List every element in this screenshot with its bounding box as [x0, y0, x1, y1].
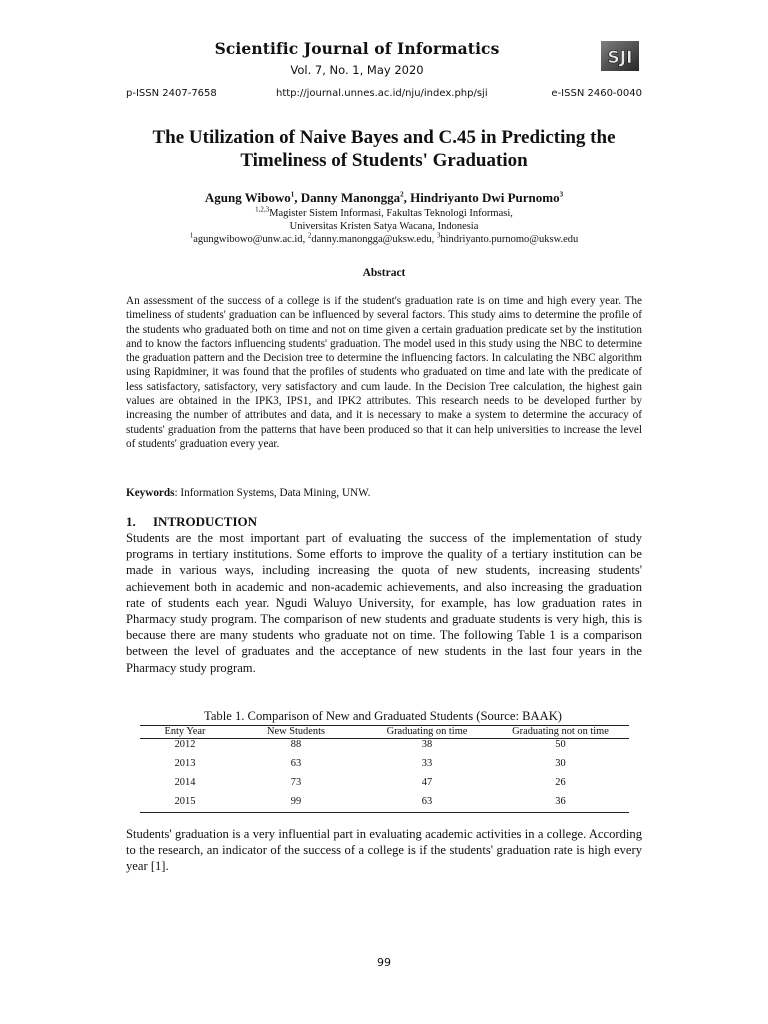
table-row — [140, 796, 629, 813]
email-address[interactable]: danny.manongga@uksw.edu — [311, 234, 432, 245]
table-cell: 2014 — [174, 777, 196, 788]
author-sup: 3 — [559, 190, 564, 199]
table-cell: 63 — [290, 758, 302, 769]
section-number: 1. — [126, 514, 136, 529]
journal-volume: Vol. 7, No. 1, May 2020 — [290, 63, 424, 77]
table-cell: 30 — [555, 758, 566, 769]
keywords — [126, 486, 642, 500]
table-cell: 73 — [290, 777, 302, 788]
email-sup: 1 — [189, 231, 194, 240]
table-cell: 38 — [421, 739, 433, 750]
affiliation — [96, 205, 672, 233]
table-caption: Table 1. Comparison of New and Graduated Students (Source: BAAK) — [204, 709, 562, 723]
introduction-body: Students are the most important part of evaluating the success of the implementation of study programs in tertiary institutions. Some efforts to improve the quality of a tertiary institution can be made in various ways, including increasing the quota of new students, increasing students' achievement both in academic and non-academic achievements, and also increasing the graduation rate of students each year. Ngudi Waluyo University, for example, has low graduation rates in Pharmacy study program. The comparison of new students and graduate students is very high, this is because there are many students who graduate not on time. The following Table 1 is a comparison between the level of graduates and the acceptance of new students in the last four years in the Pharmacy study program. — [126, 531, 642, 675]
table-header-row — [140, 726, 629, 739]
table-row — [140, 739, 629, 759]
author-name: Agung Wibowo — [204, 190, 291, 205]
table-cell: 2012 — [174, 739, 196, 750]
journal-title: Scientific Journal of Informatics — [214, 39, 500, 58]
table-cell: 33 — [421, 758, 433, 769]
table-cell: 36 — [492, 796, 629, 813]
table-row — [140, 758, 629, 777]
author-sup: 1 — [290, 190, 295, 199]
sji-logo — [601, 41, 639, 71]
post-table-paragraph: Students' graduation is a very influential part in evaluating academic activities in a college. According to the research, an indicator of the success of a college is if the students' graduation rate is high every year [1]. — [126, 827, 642, 874]
paper-title-line-1: The Utilization of Naive Bayes and C.45 in Predicting the — [152, 127, 616, 148]
column-header: Graduating not on time — [492, 726, 629, 739]
table-row — [140, 777, 629, 796]
paper-title-line-2: Timeliness of Students' Graduation — [240, 150, 528, 171]
table-cell: 2013 — [174, 758, 196, 769]
table-cell: 88 — [290, 739, 302, 750]
table-cell: 50 — [555, 739, 566, 750]
column-header: Graduating on time — [362, 726, 492, 739]
table-cell: 26 — [555, 777, 566, 788]
abstract-heading: Abstract — [362, 267, 406, 279]
svg-text:SJI: SJI — [607, 48, 633, 68]
e-issn: e-ISSN 2460-0040 — [551, 88, 642, 99]
table-cell: 63 — [362, 796, 492, 813]
table-cell: 2015 — [140, 796, 230, 813]
column-header: Enty Year — [140, 726, 230, 739]
keywords-text: : Information Systems, Data Mining, UNW. — [174, 487, 371, 499]
section-heading-introduction — [126, 514, 642, 530]
affiliation-sup: 1,2,3 — [255, 205, 270, 214]
comparison-table — [140, 725, 629, 813]
author-name: Hindriyanto Dwi Purnomo — [410, 190, 560, 205]
keywords-label: Keywords — [126, 487, 175, 499]
email-address[interactable]: hindriyanto.purnomo@uksw.edu — [440, 234, 579, 245]
author-sup: 2 — [400, 190, 404, 199]
page-number: 99 — [377, 956, 391, 969]
section-title: INTRODUCTION — [153, 514, 258, 529]
p-issn: p-ISSN 2407-7658 — [126, 88, 217, 99]
paper-title — [96, 126, 672, 172]
abstract-body: An assessment of the success of a college is if the student's graduation rate is on time and high every year. The timeliness of students' graduation can be influenced by several factors. This study aims to determine the profile of the students who graduated both on time and not on time given a certain graduation predicate set by the institution and to know the factors influencing students' graduation. The model used in this study using the NBC to determine the graduation pattern and the Decision tree to determine the influencing factors. In calculating the NBC algorithm using Rapidminer, it was found that the profiles of students who graduated on time and late with the predicate of less satisfactory, satisfactory, very satisfactory and cum laude. In the Decision Tree calculation, the highest gain values are obtained in the IPK3, IPS1, and IPK2 attributes. This research needs to be developed further by increasing the number of attributes and data, and it is necessary to make a system to determine the accuracy of students' graduation from the patterns that have been produced so that it can help universities to increase the level of students' graduation every year. — [126, 295, 642, 450]
journal-url[interactable]: http://journal.unnes.ac.id/nju/index.php/sji — [276, 88, 488, 99]
author-list: Agung Wibowo$^1$, Danny Manongga$^2$, Hindriyanto Dwi Purnomo$^3$ — [204, 190, 564, 205]
email-list: $^1$agungwibowo@unw.ac.id, $^2$danny.manongga@uksw.edu, $^3$hindriyanto.purnomo@uksw.edu — [189, 231, 579, 245]
affiliation-line-1: Magister Sistem Informasi, Fakultas Teknologi Informasi, — [269, 208, 513, 219]
table-cell: 99 — [230, 796, 362, 813]
email-sup: 3 — [436, 231, 441, 240]
author-name: Danny Manongga — [300, 190, 401, 205]
email-sup: 2 — [307, 231, 312, 240]
column-header: New Students — [230, 726, 362, 739]
affiliation-line-2: Universitas Kristen Satya Wacana, Indonesia — [289, 220, 479, 232]
table-cell: 47 — [421, 777, 433, 788]
email-address[interactable]: agungwibowo@unw.ac.id — [193, 234, 303, 245]
